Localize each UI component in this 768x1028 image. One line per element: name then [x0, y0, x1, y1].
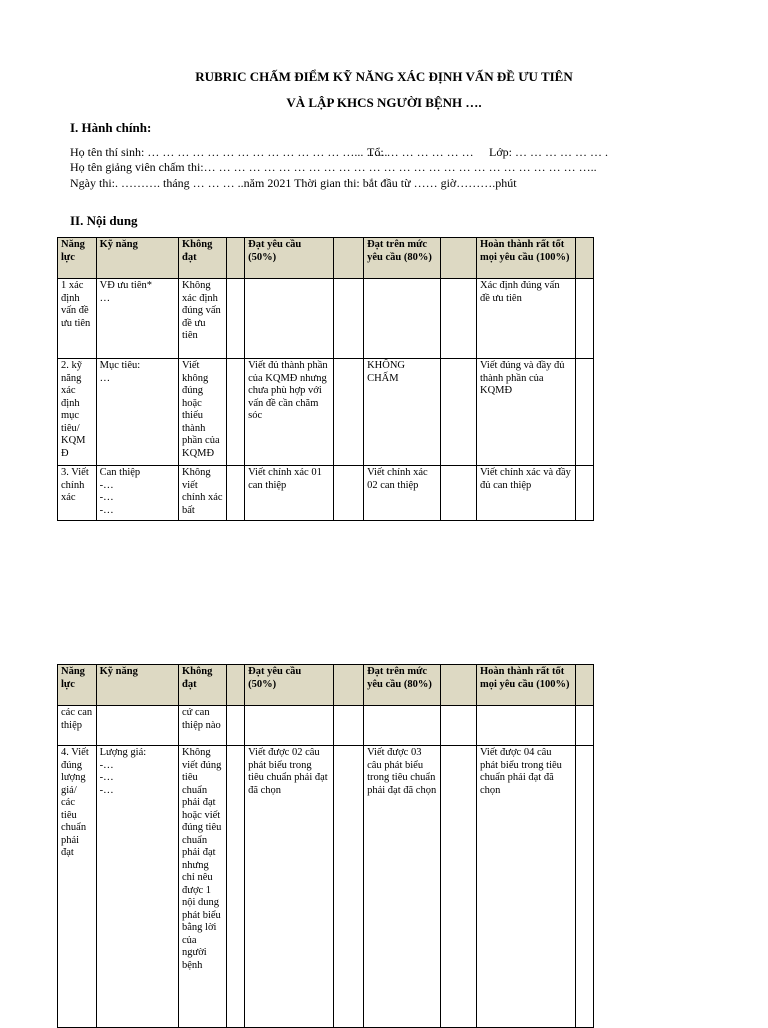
rubric-table-page1 — [57, 237, 594, 521]
score-cell — [441, 466, 477, 521]
excellent-100-cell: Viết được 04 câu phát biểu trong tiêu chuẩn phải đạt đã chọn — [476, 746, 575, 1028]
score-cell — [333, 706, 364, 746]
score-cell — [441, 359, 477, 466]
not-achieved-cell: cứ can thiệp nào — [179, 706, 227, 746]
excellent-100-cell — [476, 706, 575, 746]
score-cell — [226, 359, 244, 466]
score-cell — [226, 746, 244, 1028]
score-cell — [575, 706, 593, 746]
table-row — [58, 706, 594, 746]
student-name-line: Họ tên thí sinh: … … … … … … … … … … … … … …... …... — [70, 145, 388, 159]
excellent-100-cell: Viết chính xác và đầy đủ can thiệp — [476, 466, 575, 521]
header-competency: Năng lực — [58, 665, 97, 706]
above-80-cell — [364, 279, 441, 359]
document-title-line1: RUBRIC CHẤM ĐIỂM KỸ NĂNG XÁC ĐỊNH VẤN ĐỀ ƯU TIÊN — [195, 69, 573, 84]
score-cell — [333, 746, 364, 1028]
excellent-100-cell: Xác định đúng vấn đề ưu tiên — [476, 279, 575, 359]
above-80-cell: Viết chính xác 02 can thiệp — [364, 466, 441, 521]
team-line: Tổ: … … … … … … — [367, 145, 474, 159]
table-header-row — [58, 665, 594, 706]
table-header-row — [58, 238, 594, 279]
header-above-80: Đạt trên mức yêu cầu (80%) — [364, 238, 441, 279]
class-line: Lớp: … … … … … … . — [489, 145, 609, 159]
score-cell — [441, 746, 477, 1028]
document-title-line2: VÀ LẬP KHCS NGƯỜI BỆNH …. — [286, 95, 482, 110]
above-80-cell — [364, 706, 441, 746]
score-cell — [575, 746, 593, 1028]
competency-cell: 2. kỹ năng xác định mục tiêu/ KQMĐ — [58, 359, 97, 466]
not-achieved-cell: Viết không đúng hoặc thiếu thành phần của KQMĐ — [179, 359, 227, 466]
skill-cell: Lượng giá: -… -… -… — [96, 746, 178, 1028]
table-row — [58, 746, 594, 1028]
table-row — [58, 279, 594, 359]
not-achieved-cell: Không viết chính xác bất — [179, 466, 227, 521]
score-cell — [575, 279, 593, 359]
rubric-table-page2 — [57, 664, 594, 1028]
examiner-line: Họ tên giảng viên chấm thi:… … … … … … … … … … … … … … … … … … … … … … … … … ….. — [70, 160, 597, 174]
header-score-80 — [441, 665, 477, 706]
not-achieved-cell: Không viết đúng tiêu chuẩn phải đạt hoặc viết đúng tiêu chuẩn phải đạt nhưng chỉ nêu được 1 nội dung phát biểu bằng lời của người bệnh — [179, 746, 227, 1028]
skill-cell: VĐ ưu tiên* … — [96, 279, 178, 359]
excellent-100-cell: Viết đúng và đầy đủ thành phần của KQMĐ — [476, 359, 575, 466]
skill-cell: Can thiệp -… -… -… — [96, 466, 178, 521]
table-row — [58, 466, 594, 521]
above-80-cell: Viết được 03 câu phát biểu trong tiêu chuẩn phải đạt đã chọn — [364, 746, 441, 1028]
meets-50-cell — [245, 279, 333, 359]
exam-date-line: Ngày thi:. ………. tháng … … … ..năm 2021 Thời gian thi: bắt đầu từ …… giờ……….phút — [70, 176, 517, 190]
score-cell — [333, 359, 364, 466]
header-skill: Kỹ năng — [96, 665, 178, 706]
score-cell — [226, 279, 244, 359]
header-above-80: Đạt trên mức yêu cầu (80%) — [364, 665, 441, 706]
meets-50-cell: Viết được 02 câu phát biểu trong tiêu chuẩn phải đạt đã chọn — [245, 746, 333, 1028]
competency-cell: 1 xác định vấn đề ưu tiên — [58, 279, 97, 359]
above-80-cell: KHÔNG CHẤM — [364, 359, 441, 466]
score-cell — [333, 466, 364, 521]
meets-50-cell — [245, 706, 333, 746]
header-meets-50: Đạt yêu cầu (50%) — [245, 238, 333, 279]
competency-cell: các can thiệp — [58, 706, 97, 746]
header-score-50 — [333, 665, 364, 706]
header-score-not-achieved — [226, 665, 244, 706]
header-not-achieved: Không đạt — [179, 238, 227, 279]
header-score-not-achieved — [226, 238, 244, 279]
not-achieved-cell: Không xác định đúng vấn đề ưu tiên — [179, 279, 227, 359]
section-administrative-heading: I. Hành chính: — [70, 120, 152, 135]
skill-cell — [96, 706, 178, 746]
header-excellent-100: Hoàn thành rất tốt mọi yêu cầu (100%) — [476, 665, 575, 706]
header-excellent-100: Hoàn thành rất tốt mọi yêu cầu (100%) — [476, 238, 575, 279]
competency-cell: 4. Viết đúng lượng giá/ các tiêu chuẩn phải đạt — [58, 746, 97, 1028]
header-skill: Kỹ năng — [96, 238, 178, 279]
section-content-heading: II. Nội dung — [70, 213, 138, 228]
meets-50-cell: Viết chính xác 01 can thiệp — [245, 466, 333, 521]
score-cell — [226, 466, 244, 521]
score-cell — [441, 706, 477, 746]
header-score-100 — [575, 665, 593, 706]
meets-50-cell: Viết đủ thành phần của KQMĐ nhưng chưa phù hợp với vấn đề cần chăm sóc — [245, 359, 333, 466]
header-competency: Năng lực — [58, 238, 97, 279]
score-cell — [441, 279, 477, 359]
score-cell — [575, 359, 593, 466]
header-score-100 — [575, 238, 593, 279]
table-row — [58, 359, 594, 466]
header-not-achieved: Không đạt — [179, 665, 227, 706]
score-cell — [333, 279, 364, 359]
skill-cell: Mục tiêu: … — [96, 359, 178, 466]
header-meets-50: Đạt yêu cầu (50%) — [245, 665, 333, 706]
score-cell — [575, 466, 593, 521]
header-score-80 — [441, 238, 477, 279]
header-score-50 — [333, 238, 364, 279]
score-cell — [226, 706, 244, 746]
competency-cell: 3. Viết chính xác — [58, 466, 97, 521]
